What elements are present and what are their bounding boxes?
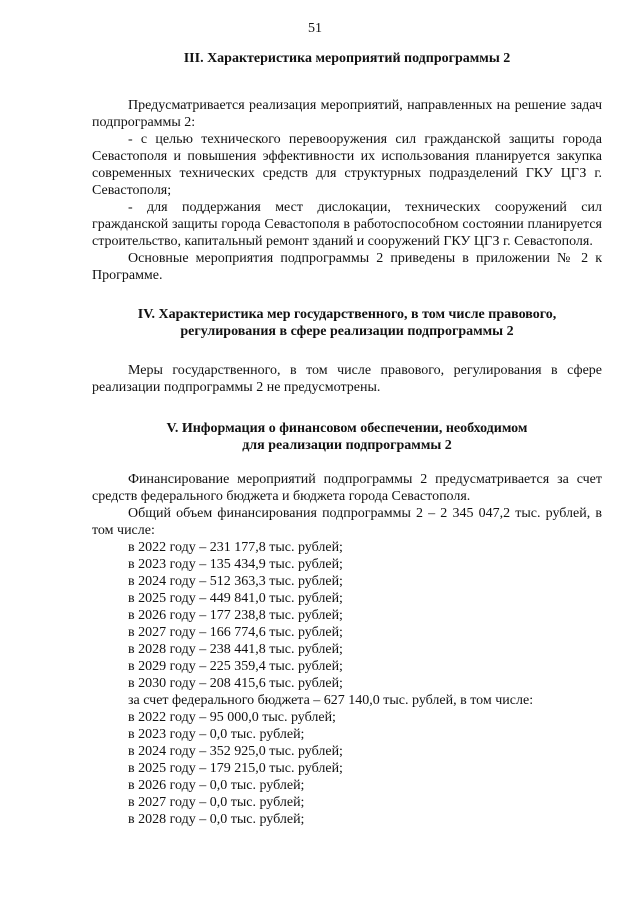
list-item: в 2023 году – 135 434,9 тыс. рублей;: [128, 557, 343, 572]
list-item: в 2028 году – 0,0 тыс. рублей;: [128, 812, 305, 827]
section-5-paragraph: Финансирование мероприятий подпрограммы 2 предусматривается за счет средств федерального бюджета и бюджета города Севастополя.: [92, 472, 602, 504]
section-3-paragraph: - для поддержания мест дислокации, технических сооружений сил гражданской защиты города Севастополя в работоспособном состоянии планируется строительство, капитальный ремонт зданий и сооружений ГКУ ЦГЗ г. Севастополя.: [92, 200, 602, 249]
section-3-title: III. Характеристика мероприятий подпрограммы 2: [183, 51, 511, 66]
total-funding-by-year-list: [92, 539, 602, 692]
list-item: в 2024 году – 512 363,3 тыс. рублей;: [128, 574, 343, 589]
section-5-title-line: для реализации подпрограммы 2: [242, 438, 452, 453]
section-4-title-line: IV. Характеристика мер государственного, в том числе правового,: [137, 307, 557, 322]
list-item: в 2022 году – 95 000,0 тыс. рублей;: [128, 710, 336, 725]
section-4-title: [92, 306, 602, 340]
list-item: в 2027 году – 166 774,6 тыс. рублей;: [128, 625, 343, 640]
section-4-title-line: регулирования в сфере реализации подпрограммы 2: [180, 324, 514, 339]
federal-funding-list: [92, 692, 602, 828]
federal-funding-intro: за счет федерального бюджета – 627 140,0 тыс. рублей, в том числе:: [128, 693, 534, 708]
list-item: в 2030 году – 208 415,6 тыс. рублей;: [128, 676, 343, 691]
list-item: в 2022 году – 231 177,8 тыс. рублей;: [128, 540, 343, 555]
list-item: в 2024 году – 352 925,0 тыс. рублей;: [128, 744, 343, 759]
list-item: в 2026 году – 0,0 тыс. рублей;: [128, 778, 305, 793]
page-content: [92, 50, 602, 828]
list-item: в 2028 году – 238 441,8 тыс. рублей;: [128, 642, 343, 657]
list-item: в 2029 году – 225 359,4 тыс. рублей;: [128, 659, 343, 674]
list-item: в 2023 году – 0,0 тыс. рублей;: [128, 727, 305, 742]
list-item: в 2025 году – 449 841,0 тыс. рублей;: [128, 591, 343, 606]
list-item: в 2026 году – 177 238,8 тыс. рублей;: [128, 608, 343, 623]
section-5-paragraph: Общий объем финансирования подпрограммы 2 – 2 345 047,2 тыс. рублей, в том числе:: [92, 506, 602, 538]
section-5-title: [92, 420, 602, 454]
section-5-title-line: V. Информация о финансовом обеспечении, необходимом: [166, 421, 528, 436]
list-item: в 2025 году – 179 215,0 тыс. рублей;: [128, 761, 343, 776]
section-3-paragraph: Предусматривается реализация мероприятий, направленных на решение задач подпрограммы 2:: [92, 98, 602, 130]
page-number: 51: [308, 21, 322, 36]
section-3-paragraph: Основные мероприятия подпрограммы 2 приведены в приложении № 2 к Программе.: [92, 251, 602, 283]
list-item: в 2027 году – 0,0 тыс. рублей;: [128, 795, 305, 810]
section-3-paragraph: - с целью технического перевооружения сил гражданской защиты города Севастополя и повышения эффективности их использования планируется закупка современных технических средств для структурных подразделений ГКУ ЦГЗ г. Севастополя;: [92, 132, 602, 198]
section-4-paragraph: Меры государственного, в том числе правового, регулирования в сфере реализации подпрограммы 2 не предусмотрены.: [92, 363, 602, 395]
